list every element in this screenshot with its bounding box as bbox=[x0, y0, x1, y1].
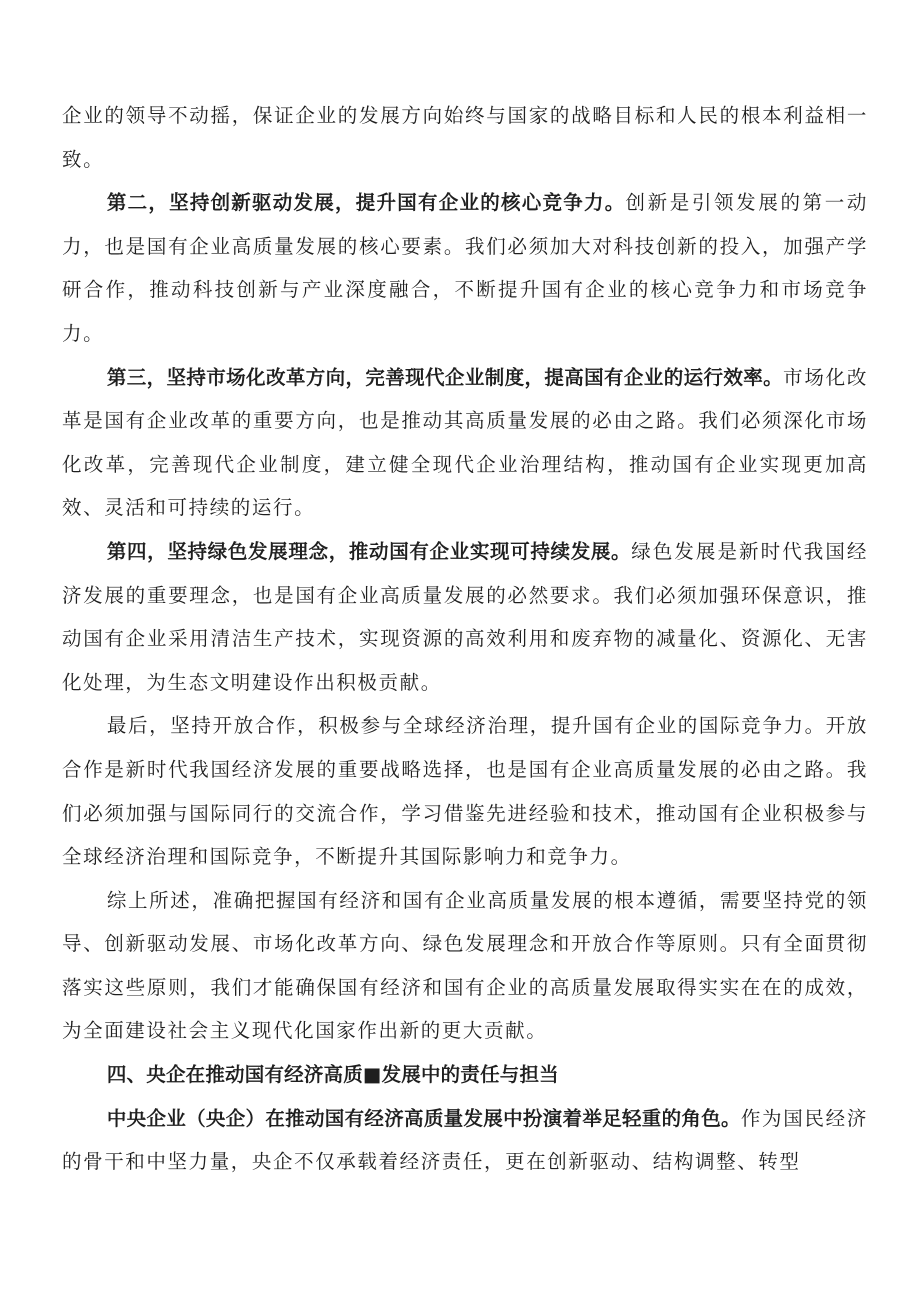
paragraph-text: 绿色发展是新时代我国经济发展的重要理念，也是国有企业高质量发展的必然要求。我们必须加强环保意识，推动国有企业采用清洁生产技术，实现资源的高效利用和废弃物的减量化、资源化、无害化处理，为生态文明建设作出积极贡献。 bbox=[62, 539, 868, 694]
paragraph-text: 最后，坚持开放合作，积极参与全球经济治理，提升国有企业的国际竞争力。开放合作是新时代我国经济发展的重要战略选择，也是国有企业高质量发展的必由之路。我们必须加强与国际同行的交流合作，学习借鉴先进经验和技术，推动国有企业积极参与全球经济治理和国际竞争，不断提升其国际影响力和竞争力。 bbox=[62, 714, 868, 869]
paragraph-summary bbox=[62, 879, 868, 1053]
paragraph-text: 创新是引领发展的第一动力，也是国有企业高质量发展的核心要素。我们必须加大对科技创新的投入，加强产学研合作，推动科技创新与产业深度融合，不断提升国有企业的核心竞争力和市场竞争力。 bbox=[62, 191, 868, 345]
paragraph-market-reform bbox=[62, 356, 868, 530]
paragraph-text: 企业的领导不动摇，保证企业的发展方向始终与国家的战略目标和人民的根本利益相一致。 bbox=[62, 104, 868, 171]
paragraph-text: 市场化改革是国有企业改革的重要方向，也是推动其高质量发展的必由之路。我们必须深化市场化改革，完善现代企业制度，建立健全现代企业治理结构，推动国有企业实现更加高效、灵活和可持续的运行。 bbox=[62, 365, 868, 520]
paragraph-open-cooperation bbox=[62, 704, 868, 878]
section-heading: 四、央企在推动国有经济高质■发展中的责任与担当 bbox=[106, 1063, 559, 1087]
paragraph-innovation bbox=[62, 181, 868, 355]
paragraph-lead-sentence: 第四，坚持绿色发展理念，推动国有企业实现可持续发展。 bbox=[106, 539, 632, 563]
paragraph-continuation bbox=[62, 94, 868, 181]
paragraph-central-enterprises bbox=[62, 1097, 868, 1184]
paragraph-lead-sentence: 第三，坚持市场化改革方向，完善现代企业制度，提高国有企业的运行效率。 bbox=[106, 365, 784, 389]
paragraph-lead-sentence: 中央企业（央企）在推动国有经济高质量发展中扮演着举足轻重的角色。 bbox=[106, 1106, 741, 1130]
paragraph-text: 综上所述，准确把握国有经济和国有企业高质量发展的根本遵循，需要坚持党的领导、创新驱动发展、市场化改革方向、绿色发展理念和开放合作等原则。只有全面贯彻落实这些原则，我们才能确保国有经济和国有企业的高质量发展取得实实在在的成效，为全面建设社会主义现代化国家作出新的更大贡献。 bbox=[62, 888, 868, 1043]
paragraph-lead-sentence: 第二，坚持创新驱动发展，提升国有企业的核心竞争力。 bbox=[106, 191, 626, 215]
paragraph-text: 作为国民经济的骨干和中坚力量，央企不仅承载着经济责任，更在创新驱动、结构调整、转型 bbox=[62, 1106, 868, 1174]
paragraph-green-development bbox=[62, 530, 868, 704]
